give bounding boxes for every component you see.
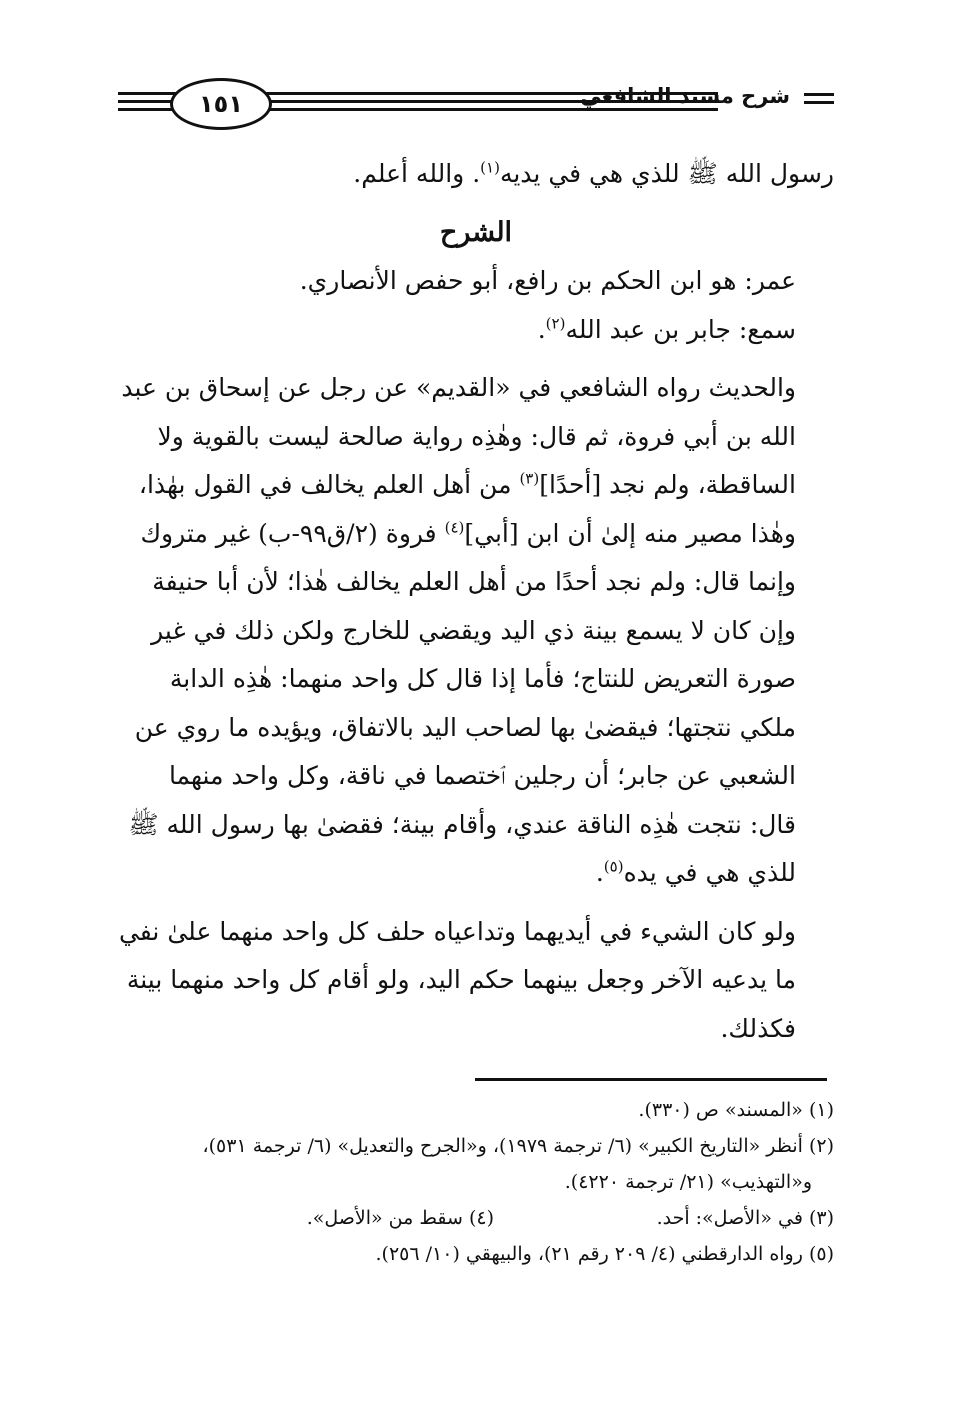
footnote-ref-3: (٣) [519, 469, 540, 488]
samia-end: . [537, 314, 546, 344]
narrator-samia [118, 306, 834, 355]
footnote-1: (١) «المسند» ص (٣٣٠). [638, 1099, 834, 1121]
footnotes [118, 1092, 834, 1272]
footnote-3: (٣) في «الأصل»: أحد. [656, 1207, 834, 1229]
header-rule-top [118, 92, 176, 95]
intro-text: رسول الله ﷺ للذي هي في يديه [499, 159, 834, 188]
narrator-omar: عمر: هو ابن الحكم بن رافع، أبو حفص الأنصاري. [299, 266, 796, 295]
p1-end: . [595, 858, 604, 887]
footnote-5: (٥) رواه الدارقطني (٤/ ٢٠٩ رقم ٢١)، والبيهقي (١٠/ ٢٥٦). [375, 1243, 834, 1265]
p1-part-b: من أهل العلم يخالف في القول بهٰذا، وهٰذا مصير منه إلىٰ أن ابن [أبي] [138, 470, 796, 548]
page-number: ١٥١ [170, 78, 272, 130]
main-text [118, 150, 834, 1053]
running-title: شرح مسند الشافعي [580, 84, 790, 108]
p1-part-a: والحديث رواه الشافعي في «القديم» عن رجل عن إسحاق بن عبد الله بن أبي فروة، ثم قال: وهٰذِه رواية صالحة ليست بالقوية ولا الساقطة، ولم نجد [أحدًا] [121, 373, 796, 499]
header-rule-bottom [118, 108, 176, 111]
footnote-row-3-4 [118, 1200, 834, 1236]
samia-text: سمع: جابر بن عبد الله [565, 314, 796, 344]
paragraph-1 [118, 364, 834, 898]
section-heading: الشرح [439, 216, 513, 248]
intro-end: . والله أعلم. [353, 159, 481, 188]
footnote-2-continued: و«التهذيب» (٢١/ ترجمة ٤٢٢٠). [564, 1171, 812, 1193]
page-header [118, 78, 834, 128]
paragraph-2: ولو كان الشيء في أيديهما وتداعياه حلف كل واحد منهما علىٰ نفي ما يدعيه الآخر وجعل بينهما حكم اليد، ولو أقام كل واحد منهما بينة فكذلك. [118, 916, 796, 1043]
p1-part-c: فروة (٢/ق٩٩-ب) غير متروك وإنما قال: ولم نجد أحدًا من أهل العلم يخالف هٰذا؛ لأن أبا حنيفة وإن كان لا يسمع بينة ذي اليد ويقضي للخارج ولكن ذلك في غير صورة التعريض للنتاج؛ فأما إذا قال كل واحد منهما: هٰذِه الدابة ملكي نتجتها؛ فيقضىٰ بها لصاحب اليد بالاتفاق، ويؤيده ما روي عن الشعبي عن جابر؛ أن رجلين ٱختصما في ناقة، وكل واحد منهما قال: نتجت هٰذِه الناقة عندي، وأقام بينة؛ فقضىٰ بها رسول الله ﷺ للذي هي في يده [128, 518, 796, 887]
footnote-separator [475, 1078, 827, 1081]
footnote-4: (٤) سقط من «الأصل». [306, 1207, 494, 1229]
intro-line [118, 150, 834, 199]
header-ornament-icon [804, 93, 834, 109]
footnote-2: (٢) أنظر «التاريخ الكبير» (٦/ ترجمة ١٩٧٩)، و«الجرح والتعديل» (٦/ ترجمة ٥٣١)، [202, 1135, 834, 1157]
header-rule-bottom-right [264, 108, 718, 111]
footnote-ref-4: (٤) [444, 518, 465, 537]
footnote-ref-5: (٥) [603, 857, 624, 876]
footnote-ref-1: (١) [480, 158, 500, 177]
footnote-ref-2: (٢) [545, 314, 566, 333]
